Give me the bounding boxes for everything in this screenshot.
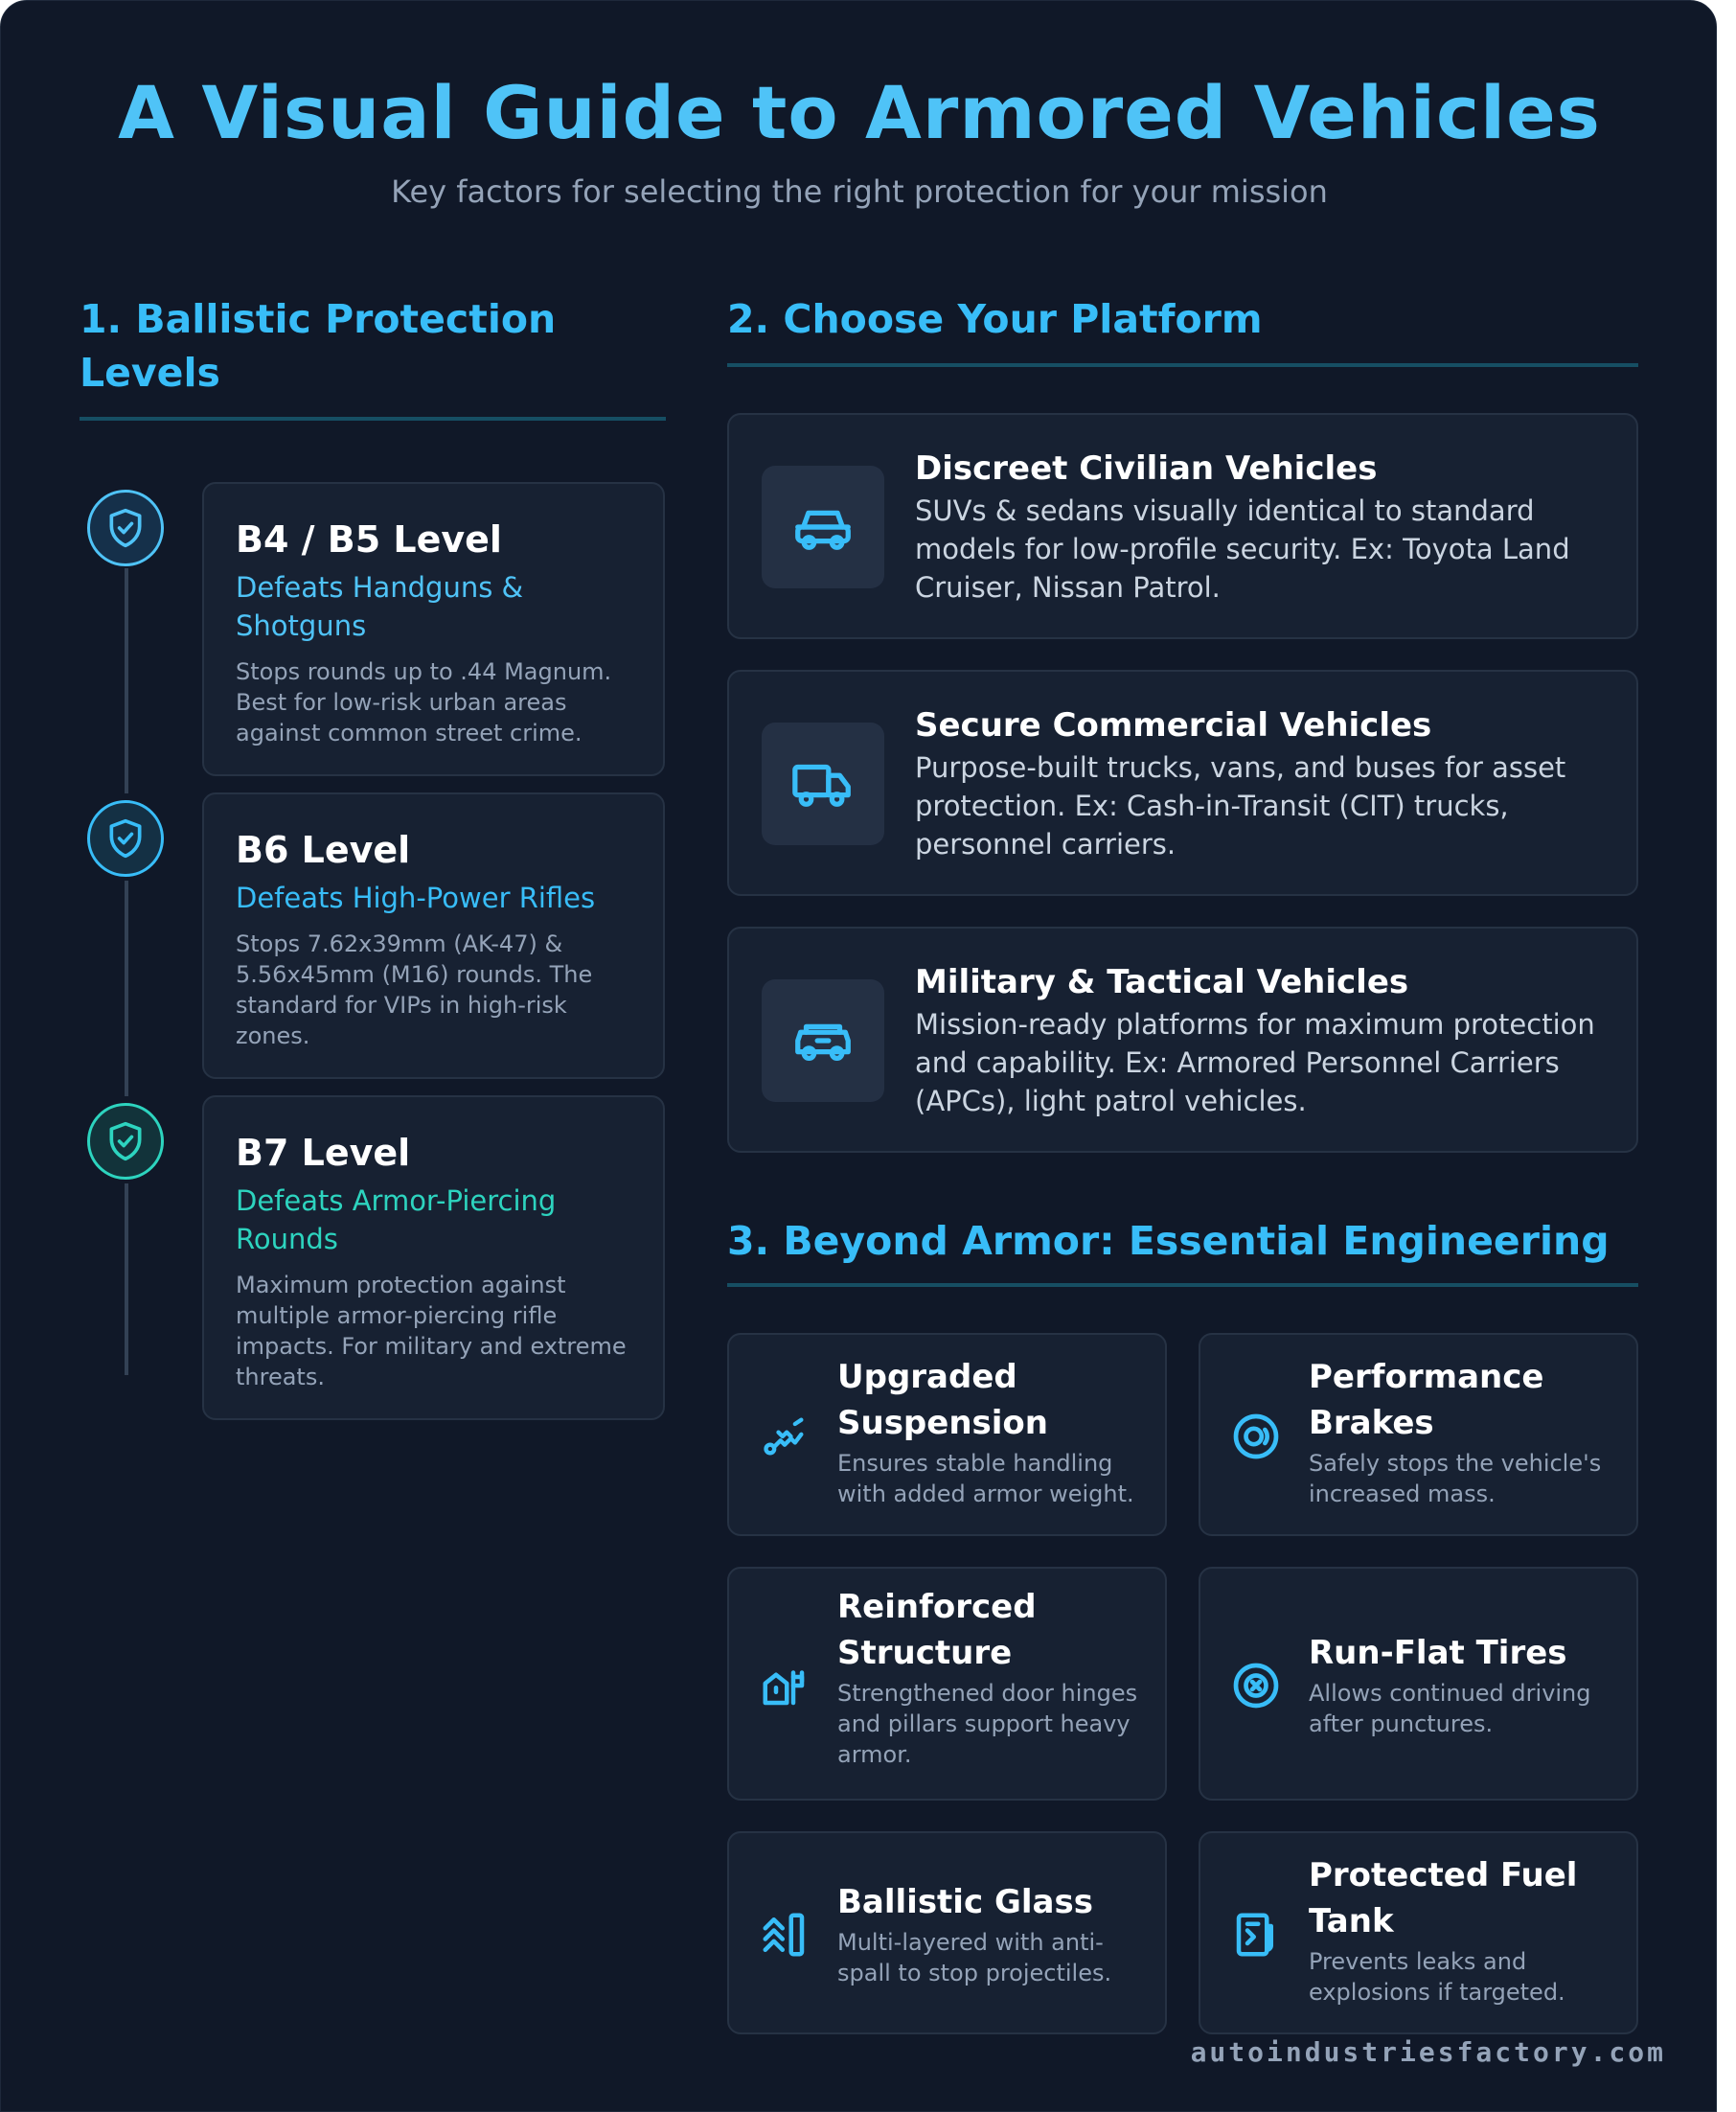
platform-description: Mission-ready platforms for maximum protection and capability. Ex: Armored Personnel Carriers (APCs), light patrol vehicles. (915, 1008, 1595, 1117)
level-card-b7 (202, 1095, 665, 1420)
eng-description: Prevents leaks and explosions if targeted. (1309, 1948, 1565, 2006)
page-title: A Visual Guide to Armored Vehicles (118, 70, 1601, 155)
page-subtitle: Key factors for selecting the right protection for your mission (391, 173, 1328, 210)
platform-card-civilian (727, 413, 1638, 639)
eng-description: Ensures stable handling with added armor weight. (837, 1450, 1134, 1507)
eng-name: Run-Flat Tires (1309, 1634, 1567, 1672)
tire-icon (1229, 1659, 1283, 1712)
eng-description: Strengthened door hinges and pillars support heavy armor. (837, 1680, 1138, 1768)
platform-name: Discreet Civilian Vehicles (915, 449, 1378, 488)
eng-name: Reinforced Structure (837, 1588, 1037, 1672)
eng-name: Ballistic Glass (837, 1883, 1093, 1921)
eng-description: Allows continued driving after punctures. (1309, 1680, 1591, 1737)
level-description: Stops 7.62x39mm (AK-47) & 5.56x45mm (M16) rounds. The standard for VIPs in high-risk zones. (236, 930, 593, 1049)
armored-vehicle-icon (762, 979, 884, 1102)
eng-card-run-flat (1199, 1567, 1638, 1801)
level-name: B6 Level (236, 829, 411, 871)
section-divider (727, 1283, 1638, 1287)
level-card-b6 (202, 792, 665, 1079)
level-name: B4 / B5 Level (236, 518, 502, 561)
eng-card-glass (727, 1831, 1167, 2034)
platform-card-commercial (727, 670, 1638, 896)
eng-name: Protected Fuel Tank (1309, 1856, 1578, 1940)
reinforced-structure-icon (758, 1659, 811, 1712)
level-defeats: Defeats Handguns & Shotguns (236, 571, 524, 642)
level-card-b4-b5 (202, 482, 665, 776)
suspension-icon (758, 1410, 811, 1463)
timeline-connector (125, 881, 128, 1096)
car-icon (762, 466, 884, 588)
level-name: B7 Level (236, 1132, 411, 1174)
eng-name: Upgraded Suspension (837, 1358, 1048, 1442)
platform-card-military (727, 927, 1638, 1153)
fuel-tank-icon (1229, 1908, 1283, 1962)
eng-description: Multi-layered with anti-spall to stop projectiles. (837, 1929, 1112, 1986)
eng-name: Performance Brakes (1309, 1358, 1544, 1442)
level-description: Stops rounds up to .44 Magnum. Best for low-risk urban areas against common street crime. (236, 658, 612, 746)
platform-name: Secure Commercial Vehicles (915, 706, 1432, 745)
footer-site-link[interactable]: autoindustriesfactory.com (1190, 2036, 1666, 2068)
timeline-connector (125, 1183, 128, 1375)
section-divider (727, 363, 1638, 367)
eng-description: Safely stops the vehicle's increased mass. (1309, 1450, 1602, 1507)
eng-card-suspension (727, 1333, 1167, 1536)
section-heading-ballistic: 1. Ballistic Protection Levels (80, 296, 557, 396)
section-divider (80, 417, 666, 421)
platform-name: Military & Tactical Vehicles (915, 963, 1409, 1001)
truck-icon (762, 723, 884, 845)
level-description: Maximum protection against multiple armor-piercing rifle impacts. For military and extreme threats. (236, 1272, 627, 1390)
section-heading-engineering: 3. Beyond Armor: Essential Engineering (727, 1218, 1610, 1264)
brake-disc-icon (1229, 1410, 1283, 1463)
platform-description: Purpose-built trucks, vans, and buses for asset protection. Ex: Cash-in-Transit (CIT) trucks, personnel carriers. (915, 751, 1566, 861)
platform-description: SUVs & sedans visually identical to standard models for low-profile security. Ex: Toyota Land Cruiser, Nissan Patrol. (915, 494, 1570, 604)
shield-check-icon (87, 800, 164, 877)
eng-card-brakes (1199, 1333, 1638, 1536)
glass-layers-icon (758, 1908, 811, 1962)
shield-check-icon (87, 490, 164, 566)
eng-card-structure (727, 1567, 1167, 1801)
timeline-connector (125, 568, 128, 793)
level-defeats: Defeats Armor-Piercing Rounds (236, 1184, 557, 1255)
level-defeats: Defeats High-Power Rifles (236, 882, 596, 914)
eng-card-fuel-tank (1199, 1831, 1638, 2034)
shield-check-icon (87, 1103, 164, 1180)
section-heading-platforms: 2. Choose Your Platform (727, 296, 1263, 342)
